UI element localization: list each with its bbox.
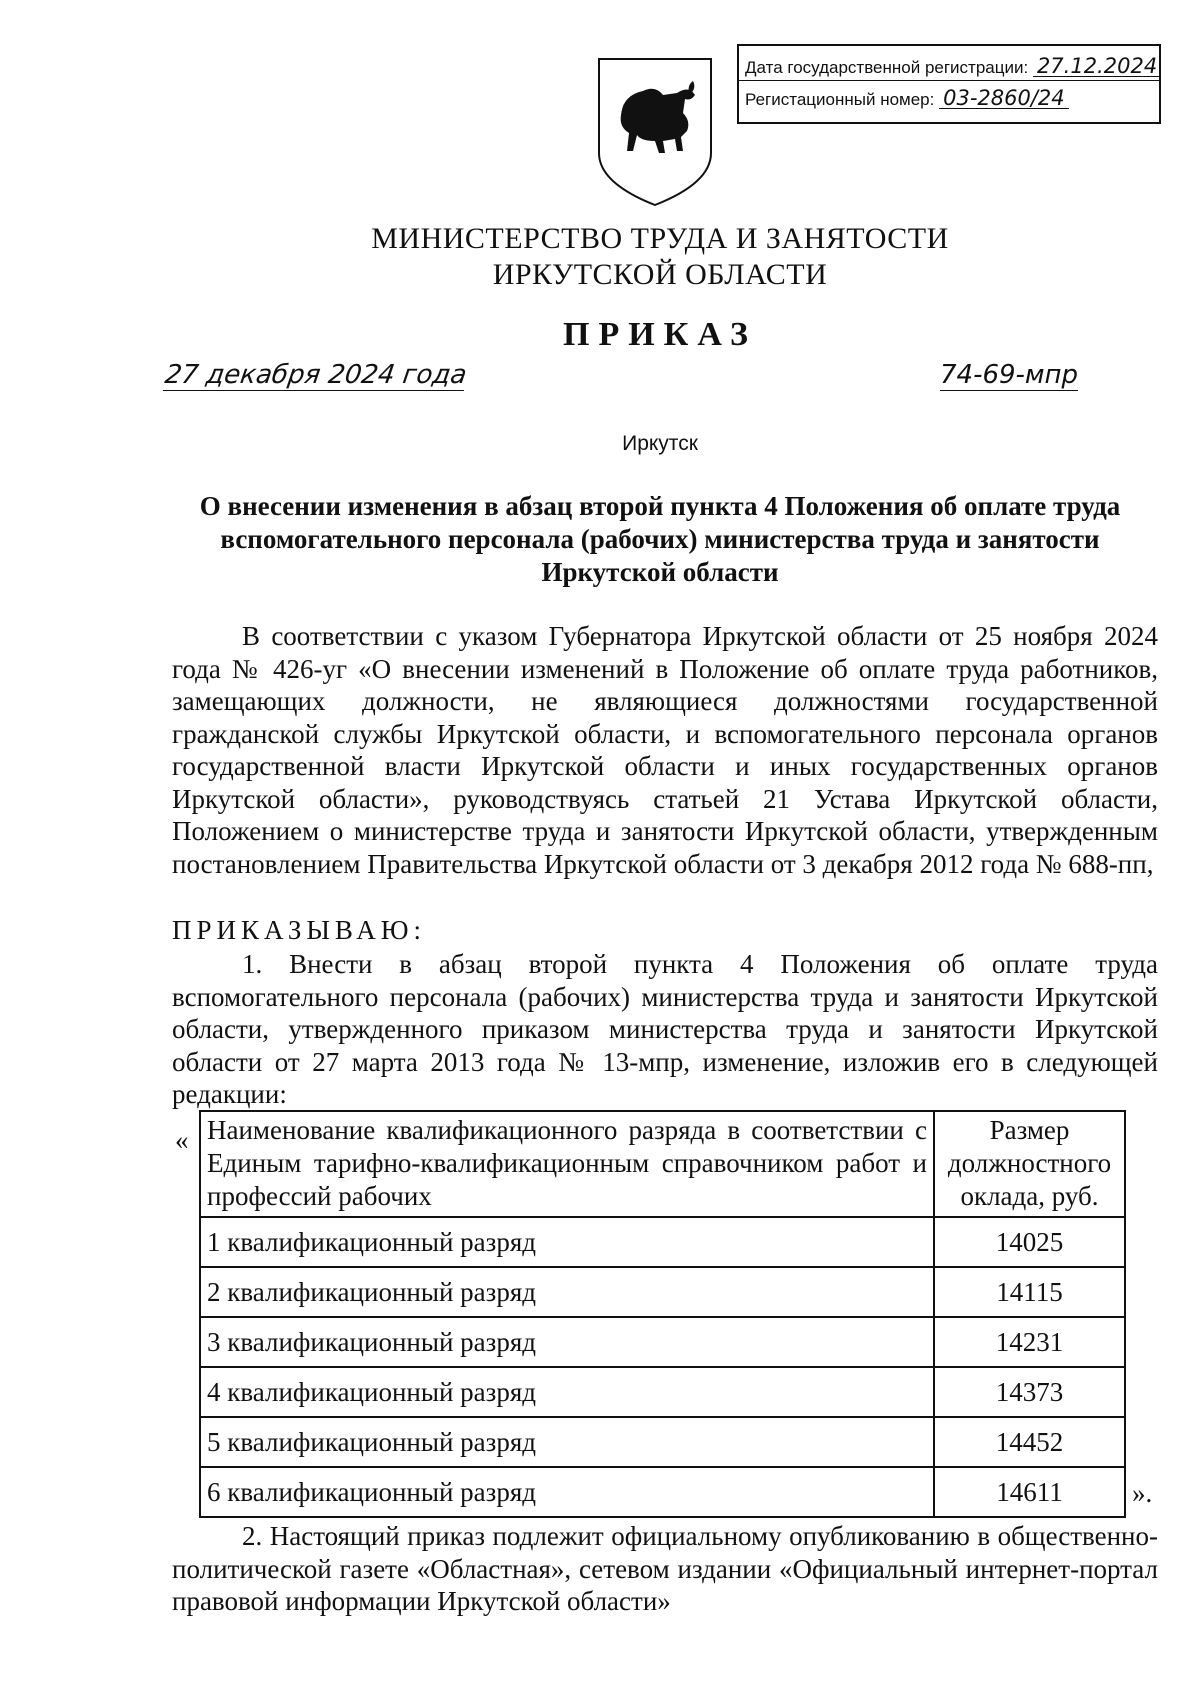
closing-quote-mark: ». — [1132, 1478, 1153, 1508]
table-header-qualification: Наименование квалификационного разряда в соответствии с Единым тарифно-квалификационным справочником работ и профессий рабочих — [200, 1111, 934, 1217]
order-directive-word: ПРИКАЗЫВАЮ: — [172, 915, 426, 945]
registration-date-label: Дата государственной регистрации: — [745, 58, 1029, 77]
document-type-heading: ПРИКАЗ — [563, 316, 757, 353]
table-row — [200, 1367, 1125, 1417]
registration-number-row — [745, 88, 1069, 110]
registration-date-row — [745, 56, 1161, 78]
table-cell-salary: 14452 — [934, 1417, 1125, 1467]
table-row — [200, 1217, 1125, 1267]
opening-quote-mark: « — [175, 1125, 189, 1155]
table-cell-salary: 14373 — [934, 1367, 1125, 1417]
registration-number-value: 03-2860/24 — [939, 88, 1069, 109]
order-item-1-paragraph: 1. Внести в абзац второй пункта 4 Положения об оплате труда вспомогательного персонала (рабочих) министерства труда и занятости Иркутской области, утвержденного приказом министерства труда и занятости Иркутской области от 27 марта 2013 года № 13-мпр, изменение, изложив его в следующей редакции: — [172, 949, 1158, 1109]
registration-date-value: 27.12.2024 — [1033, 56, 1161, 77]
table-header-row — [200, 1111, 1125, 1217]
salary-table — [199, 1110, 1126, 1518]
coat-of-arms-emblem — [593, 55, 717, 207]
table-cell-salary: 14231 — [934, 1317, 1125, 1367]
document-title: О внесении изменения в абзац второй пункта 4 Положения об оплате труда вспомогательного персонала (рабочих) министерства труда и занятости Иркутской области — [199, 491, 1121, 587]
table-row — [200, 1467, 1125, 1517]
handwritten-date: 27 декабря 2024 года — [162, 360, 469, 390]
table-row — [200, 1267, 1125, 1317]
handwritten-order-number: 74-69-мпр — [940, 360, 1079, 390]
table-cell-salary: 14611 — [934, 1467, 1125, 1517]
table-header-salary: Размер должностного оклада, руб. — [934, 1111, 1125, 1217]
ministry-name-line-1: МИНИСТЕРСТВО ТРУДА И ЗАНЯТОСТИ — [371, 222, 949, 255]
table-cell-grade: 6 квалификационный разряд — [200, 1467, 934, 1517]
preamble-paragraph: В соответствии с указом Губернатора Иркутской области от 25 ноября 2024 года № 426-уг «О внесении изменений в Положение об оплате труда работников, замещающих должности, не являющиеся должностями государственной гражданской службы Иркутской области, и вспомогательного персонала органов государственной власти Иркутской области и иных государственных органов Иркутской области», руководствуясь статьей 21 Устава Иркутской области, Положением о министерстве труда и занятости Иркутской области, утвержденным постановлением Правительства Иркутской области от 3 декабря 2012 года № 688-пп, — [172, 621, 1158, 879]
table-cell-grade: 1 квалификационный разряд — [200, 1217, 934, 1267]
city-name: Иркутск — [622, 432, 698, 455]
table-row — [200, 1417, 1125, 1467]
registration-number-label: Регистационный номер: — [745, 90, 935, 109]
table-cell-salary: 14025 — [934, 1217, 1125, 1267]
table-cell-grade: 4 квалификационный разряд — [200, 1367, 934, 1417]
table-cell-salary: 14115 — [934, 1267, 1125, 1317]
table-cell-grade: 2 квалификационный разряд — [200, 1267, 934, 1317]
ministry-name-line-2: ИРКУТСКОЙ ОБЛАСТИ — [492, 258, 828, 291]
table-row — [200, 1317, 1125, 1367]
table-cell-grade: 5 квалификационный разряд — [200, 1417, 934, 1467]
order-item-2-paragraph: 2. Настоящий приказ подлежит официальному опубликованию в общественно-политической газете «Областная», сетевом издании «Официальный интернет-портал правовой информации Иркутской области» — [172, 1521, 1158, 1616]
table-cell-grade: 3 квалификационный разряд — [200, 1317, 934, 1367]
registration-stamp — [737, 44, 1161, 124]
